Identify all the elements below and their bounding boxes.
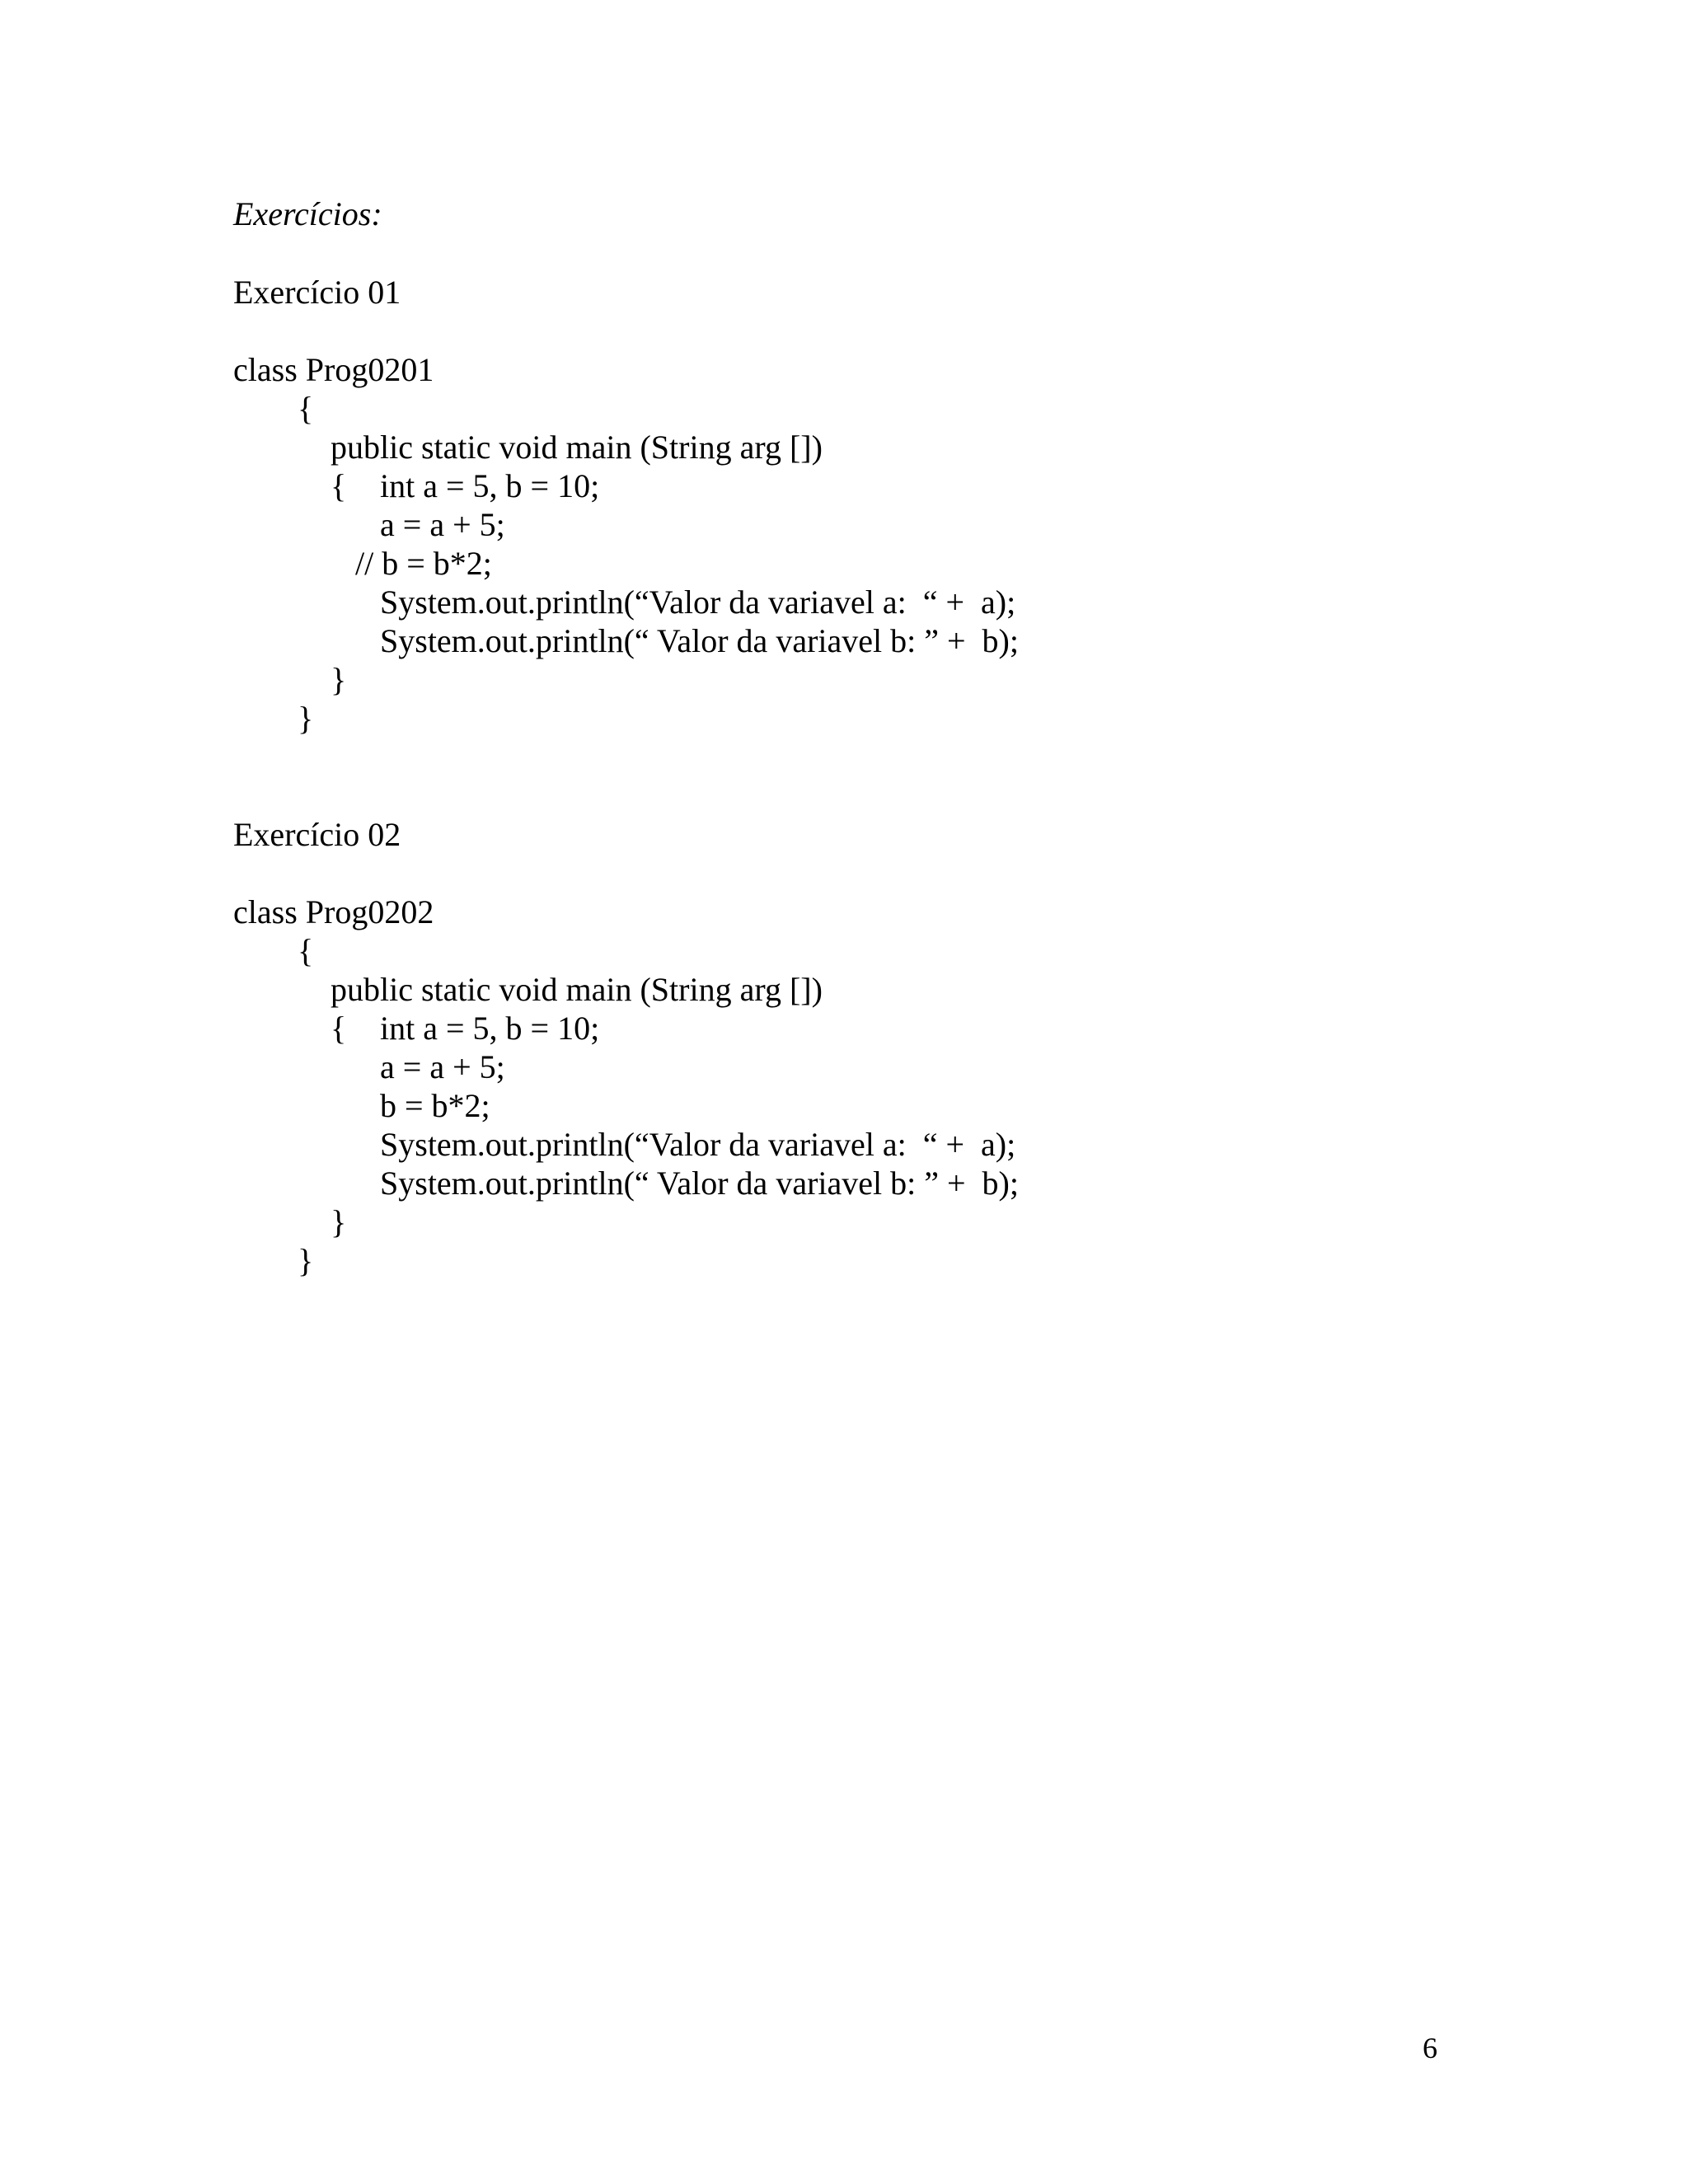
method-close-brace: } [331,1203,347,1240]
code-comment-line: // b = b*2; [355,545,492,582]
code-line: b = b*2; [380,1087,490,1124]
class-declaration: class Prog0202 [233,893,434,930]
method-close-brace: } [331,661,347,698]
code-line: a = a + 5; [380,506,505,543]
method-declaration: public static void main (String arg []) [331,429,823,466]
method-open-brace: { [331,1010,347,1047]
code-line: int a = 5, b = 10; [380,467,600,504]
exercise-title: Exercício 01 [233,274,401,311]
code-line: System.out.println(“Valor da variavel a: “ + a); [380,1126,1016,1163]
class-open-brace: { [298,390,314,427]
code-line: System.out.println(“ Valor da variavel b: ” + b); [380,622,1019,659]
code-line: int a = 5, b = 10; [380,1010,600,1047]
code-line: a = a + 5; [380,1048,505,1085]
exercise-title: Exercício 02 [233,816,401,853]
class-close-brace: } [298,1242,314,1279]
method-open-brace: { [331,467,347,504]
class-open-brace: { [298,932,314,969]
code-line: System.out.println(“Valor da variavel a: “ + a); [380,583,1016,621]
page-number: 6 [1423,2032,1437,2064]
class-declaration: class Prog0201 [233,351,434,388]
method-declaration: public static void main (String arg []) [331,971,823,1008]
section-title: Exercícios: [233,195,382,232]
class-close-brace: } [298,700,314,737]
code-line: System.out.println(“ Valor da variavel b: ” + b); [380,1165,1019,1202]
